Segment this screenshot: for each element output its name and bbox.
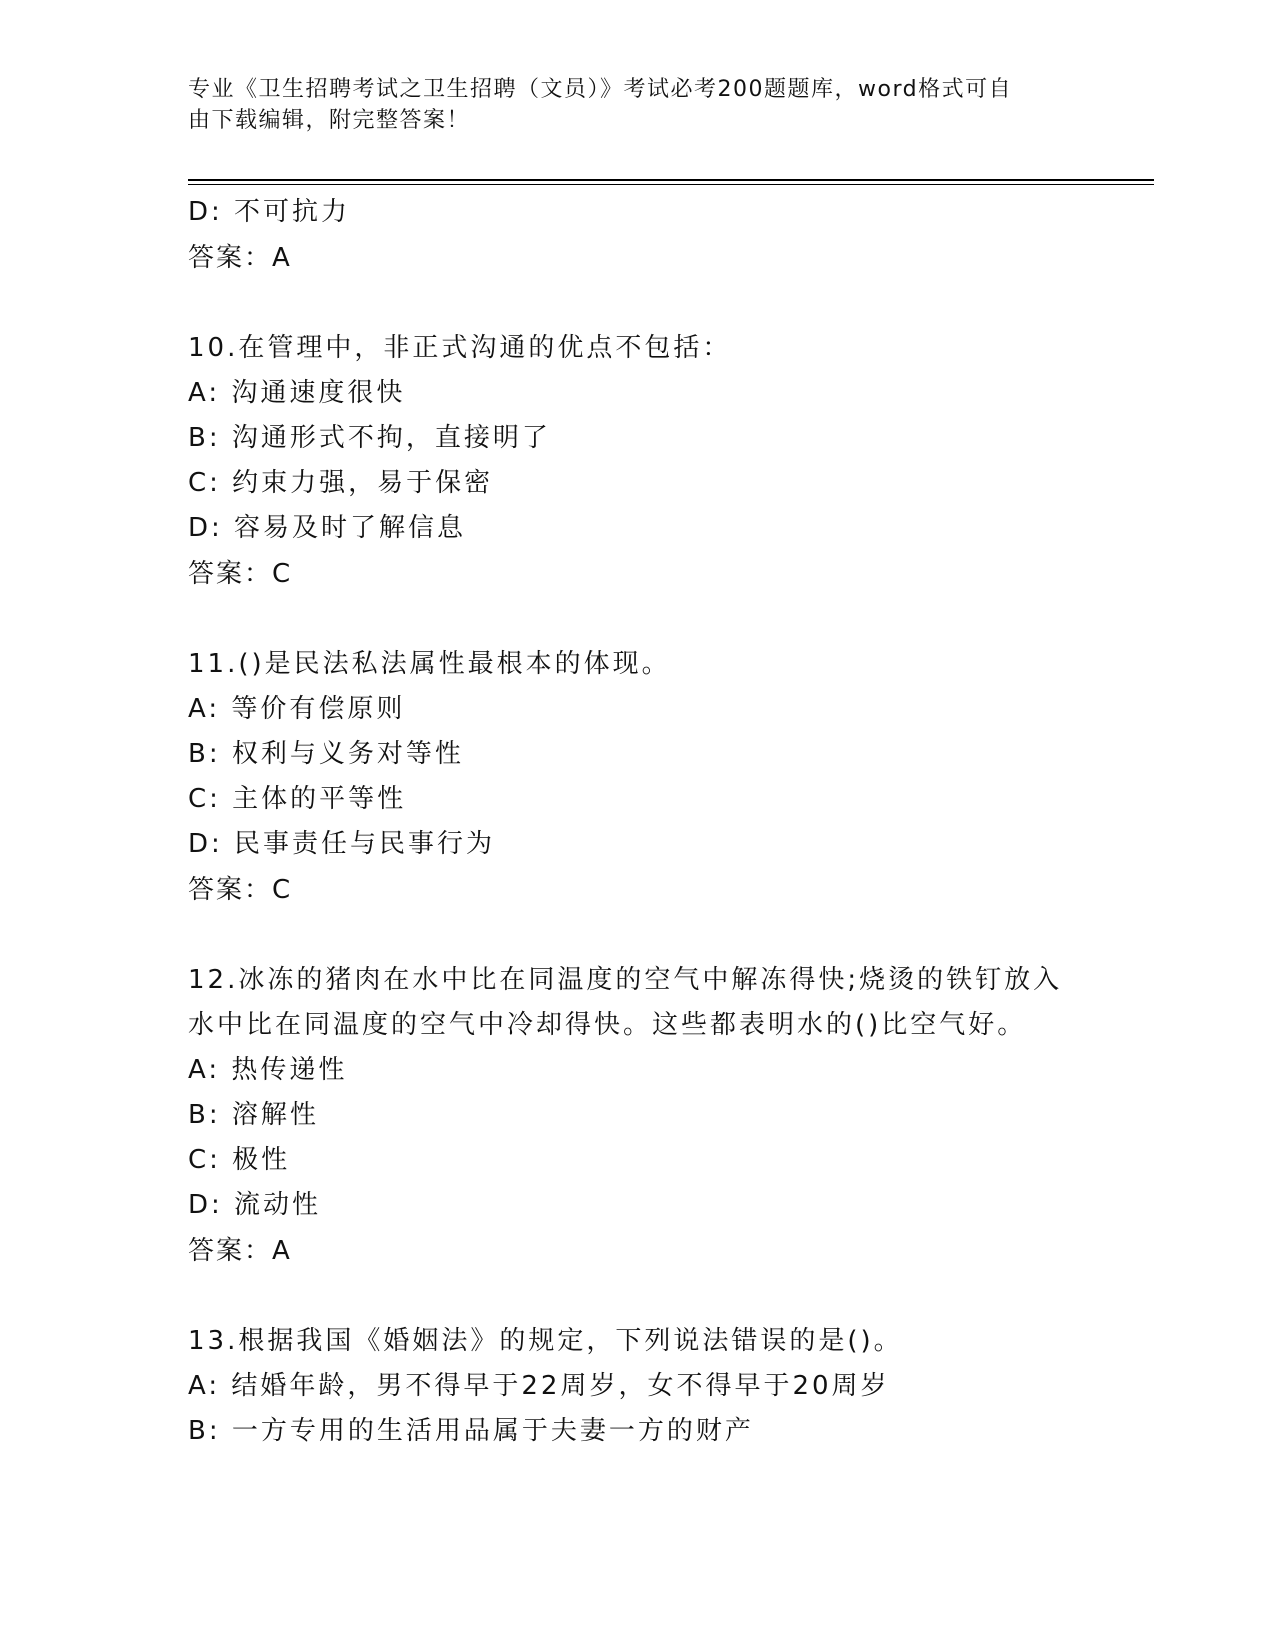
option-c: C: 主体的平等性 [188,784,407,814]
option-d: D: 容易及时了解信息 [188,513,467,543]
question-block-12 [188,958,1138,1274]
document-header [188,74,1068,136]
answer-line: 答案：A [188,243,292,273]
header-line-1: 专业《卫生招聘考试之卫生招聘（文员）》考试必考200题题库，word格式可自 [188,77,1013,102]
option-b: B: 沟通形式不拘，直接明了 [188,423,551,453]
option-d: D: 流动性 [188,1190,322,1220]
question-block-10 [188,326,1138,597]
option-b: B: 权利与义务对等性 [188,739,464,769]
question-block-11 [188,642,1138,913]
header-line-2: 由下载编辑，附完整答案！ [188,108,471,133]
option-b: B: 一方专用的生活用品属于夫妻一方的财产 [188,1416,754,1446]
question-block-13 [188,1319,1138,1454]
header-divider-thin [188,184,1154,185]
option-a: A: 等价有偿原则 [188,694,406,724]
option-d: D: 不可抗力 [188,197,351,227]
question-stem: 11.()是民法私法属性最根本的体现。 [188,649,671,679]
question-stem: 13.根据我国《婚姻法》的规定，下列说法错误的是()。 [188,1326,903,1356]
answer-line: 答案：A [188,1236,292,1266]
answer-line: 答案：C [188,875,293,905]
option-c: C: 约束力强，易于保密 [188,468,494,498]
option-c: C: 极性 [188,1145,291,1175]
option-a: A: 结婚年龄，男不得早于22周岁，女不得早于20周岁 [188,1371,890,1401]
option-a: A: 热传递性 [188,1055,348,1085]
answer-line: 答案：C [188,559,293,589]
option-b: B: 溶解性 [188,1100,319,1130]
option-a: A: 沟通速度很快 [188,378,406,408]
question-stem: 10.在管理中，非正式沟通的优点不包括： [188,333,732,363]
header-divider-thick [188,179,1154,181]
question-stem-line-1: 12.冰冻的猪肉在水中比在同温度的空气中解冻得快;烧烫的铁钉放入 [188,965,1063,995]
question-stem-line-2: 水中比在同温度的空气中冷却得快。这些都表明水的()比空气好。 [188,1010,1027,1040]
question-list [188,190,1138,1454]
option-d: D: 民事责任与民事行为 [188,829,496,859]
